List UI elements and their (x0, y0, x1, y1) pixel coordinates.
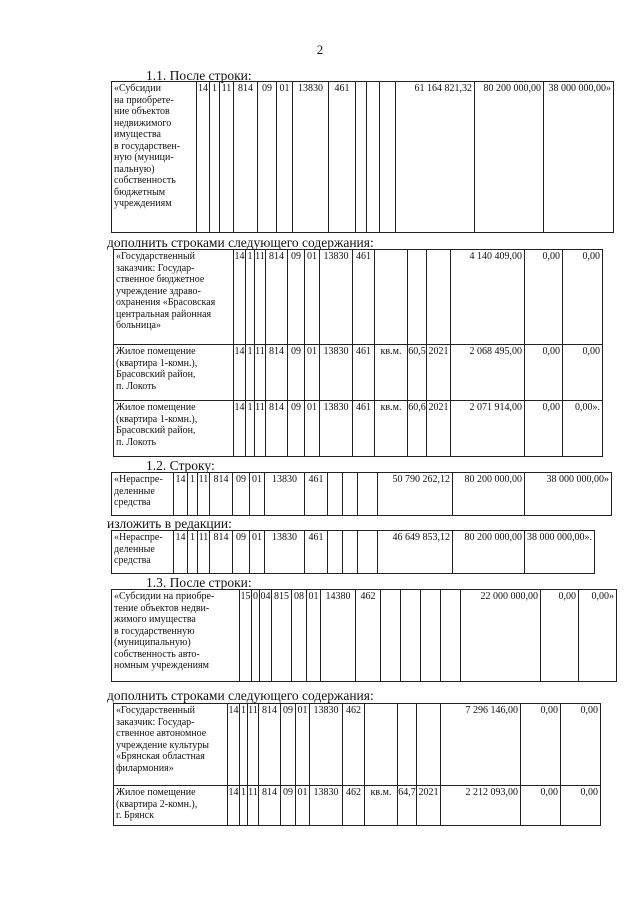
section-1-3-heading: 1.3. После строки: (146, 575, 252, 590)
table-row (114, 345, 603, 401)
cell: 13830 (265, 531, 305, 574)
cell: кв.м. (375, 345, 408, 401)
cell: 814 (210, 531, 233, 574)
table-row (112, 531, 612, 574)
cell: 1 (210, 82, 220, 233)
cell: 01 (250, 473, 265, 516)
cell: 14 (234, 250, 246, 345)
row-name: «Субсидии на приобрете- ние объектов недвижимого имущества в государствен- ную (муници- пальную) собственность бюджетным учреждениям (112, 82, 197, 233)
cell: 2021 (427, 401, 451, 457)
amount-cell: 0,00 (561, 704, 601, 786)
cell: 11 (255, 250, 266, 345)
cell: 11 (255, 401, 266, 457)
cell: 461 (305, 531, 328, 574)
amount-cell: 2 212 093,00 (441, 786, 521, 826)
amount-cell: 0,00» (579, 590, 617, 682)
cell: 461 (353, 345, 375, 401)
amount-cell: 0,00 (525, 250, 563, 345)
amount-cell: 0,00 (561, 786, 601, 826)
cell: 64,7 (398, 786, 417, 826)
cell (595, 531, 612, 574)
cell: 15 (240, 590, 252, 682)
cell: 01 (277, 82, 293, 233)
amount-cell: 61 164 821,32 (396, 82, 475, 233)
cell: 462 (343, 704, 365, 786)
cell: 14 (228, 786, 240, 826)
cell: 461 (329, 82, 356, 233)
cell: 13830 (310, 786, 343, 826)
cell: 814 (210, 473, 233, 516)
cell: 14 (234, 401, 246, 457)
cell: 461 (305, 473, 328, 516)
amount-cell: 0,00 (541, 590, 579, 682)
cell: 11 (220, 82, 234, 233)
cell: 11 (255, 345, 266, 401)
amount-cell: 2 071 914,00 (451, 401, 525, 457)
cell: 814 (266, 401, 288, 457)
cell (398, 704, 417, 786)
cell: 1 (240, 786, 248, 826)
cell: 14 (174, 531, 188, 574)
row-name: Жилое помещение (квартира 2-комн.), г. Брянск (114, 786, 228, 826)
cell: 1 (246, 401, 255, 457)
cell: 11 (198, 531, 210, 574)
cell: 815 (272, 590, 292, 682)
table-row (112, 473, 612, 516)
cell: 09 (281, 704, 296, 786)
cell: 01 (307, 590, 321, 682)
row-name: «Нераспре- деленные средства (112, 531, 174, 574)
cell: 11 (198, 473, 210, 516)
cell: 0 (252, 590, 260, 682)
table-1-3-added-rows (113, 703, 601, 826)
cell: 13830 (320, 250, 353, 345)
cell: 11 (248, 786, 259, 826)
amount-cell: 80 200 000,00 (453, 473, 525, 516)
cell: 04 (260, 590, 272, 682)
cell: 11 (248, 704, 259, 786)
amount-cell: 0,00». (563, 401, 603, 457)
row-name: «Нераспре- деленные средства (112, 473, 174, 516)
amount-cell: 0,00 (525, 345, 563, 401)
cell: 2021 (417, 786, 441, 826)
table-row (112, 590, 617, 682)
cell: 01 (250, 531, 265, 574)
amount-cell: 2 068 495,00 (451, 345, 525, 401)
cell (343, 473, 358, 516)
section-1-2-heading: 1.2. Строку: (146, 458, 215, 473)
cell: 814 (259, 704, 281, 786)
row-name: Жилое помещение (квартира 1-комн.), Брасовский район, п. Локоть (114, 345, 234, 401)
row-name: «Государственный заказчик: Государ- ственное бюджетное учреждение здраво- охранения «Брасовская центральная районная больница» (114, 250, 234, 345)
cell: 09 (288, 250, 305, 345)
table-row (112, 82, 614, 233)
cell: 60,5 (408, 345, 427, 401)
table-row (114, 401, 603, 457)
cell (367, 82, 380, 233)
cell: 01 (305, 345, 320, 401)
cell: 2021 (427, 345, 451, 401)
cell (381, 590, 401, 682)
cell: 14 (234, 345, 246, 401)
cell (408, 250, 427, 345)
cell: 09 (281, 786, 296, 826)
section-1-1-heading: 1.1. После строки: (146, 68, 252, 83)
amount-cell: 22 000 000,00 (461, 590, 541, 682)
amount-cell: 4 140 409,00 (451, 250, 525, 345)
cell: 14 (228, 704, 240, 786)
cell: 01 (305, 250, 320, 345)
cell (427, 250, 451, 345)
table-1-2-edited-row (111, 530, 612, 574)
cell: 13830 (320, 345, 353, 401)
cell (375, 250, 408, 345)
cell: 13830 (265, 473, 305, 516)
amount-cell: 38 000 000,00». (525, 531, 595, 574)
table-row (114, 786, 601, 826)
cell (356, 82, 367, 233)
cell: 461 (353, 401, 375, 457)
cell: 14 (174, 473, 188, 516)
cell: 09 (233, 473, 250, 516)
section-1-2-edit-heading: изложить в редакции: (107, 516, 232, 531)
cell: 13830 (293, 82, 329, 233)
cell: 08 (292, 590, 307, 682)
cell: 60,6 (408, 401, 427, 457)
cell: 09 (233, 531, 250, 574)
cell: 1 (188, 531, 198, 574)
cell: 814 (266, 250, 288, 345)
amount-cell: 50 790 262,12 (378, 473, 453, 516)
amount-cell: 46 649 853,12 (378, 531, 453, 574)
cell: 814 (234, 82, 258, 233)
cell: 14380 (321, 590, 356, 682)
cell: кв.м. (365, 786, 398, 826)
amount-cell: 0,00 (563, 345, 603, 401)
cell: 462 (356, 590, 381, 682)
cell (417, 704, 441, 786)
amount-cell: 7 296 146,00 (441, 704, 521, 786)
cell (365, 704, 398, 786)
amount-cell: 0,00 (521, 704, 561, 786)
cell (380, 82, 396, 233)
row-name: «Государственный заказчик: Государ- ственное автономное учреждение культуры «Брянская областная филармония» (114, 704, 228, 786)
cell: 14 (197, 82, 210, 233)
cell: 09 (288, 401, 305, 457)
cell: 09 (258, 82, 277, 233)
cell: 13830 (320, 401, 353, 457)
cell (328, 473, 343, 516)
cell: 461 (353, 250, 375, 345)
cell: 1 (246, 345, 255, 401)
amount-cell: 80 200 000,00 (475, 82, 544, 233)
amount-cell: 0,00 (563, 250, 603, 345)
table-1-2-row (111, 472, 612, 516)
table-1-1-before-row (111, 81, 614, 233)
section-1-3-add-heading: дополнить строками следующего содержания: (107, 688, 374, 703)
table-1-3-before-row (111, 589, 617, 682)
cell (328, 531, 343, 574)
cell: 01 (305, 401, 320, 457)
cell: 814 (266, 345, 288, 401)
cell (441, 590, 461, 682)
page-number: 2 (316, 42, 324, 57)
cell (358, 473, 378, 516)
cell: 1 (240, 704, 248, 786)
cell: 462 (343, 786, 365, 826)
cell: 814 (259, 786, 281, 826)
cell (358, 531, 378, 574)
row-name: Жилое помещение (квартира 1-комн.), Брасовский район, п. Локоть (114, 401, 234, 457)
amount-cell: 38 000 000,00» (525, 473, 612, 516)
cell: 13830 (310, 704, 343, 786)
amount-cell: 80 200 000,00 (453, 531, 525, 574)
cell: 1 (188, 473, 198, 516)
amount-cell: 0,00 (525, 401, 563, 457)
cell: кв.м. (375, 401, 408, 457)
amount-cell: 0,00 (521, 786, 561, 826)
cell (421, 590, 441, 682)
section-1-1-add-heading: дополнить строками следующего содержания: (107, 235, 374, 250)
table-row (114, 704, 601, 786)
cell: 01 (296, 786, 310, 826)
row-name: «Субсидии на приобре- тение объектов недви- жимого имущества в государственную (муниципальную) собственность авто- номным учреждениям (112, 590, 240, 682)
cell: 09 (288, 345, 305, 401)
amount-cell: 38 000 000,00» (544, 82, 614, 233)
cell: 1 (246, 250, 255, 345)
table-1-1-added-rows (113, 249, 603, 457)
cell: 01 (296, 704, 310, 786)
cell (343, 531, 358, 574)
cell (401, 590, 421, 682)
table-row (114, 250, 603, 345)
